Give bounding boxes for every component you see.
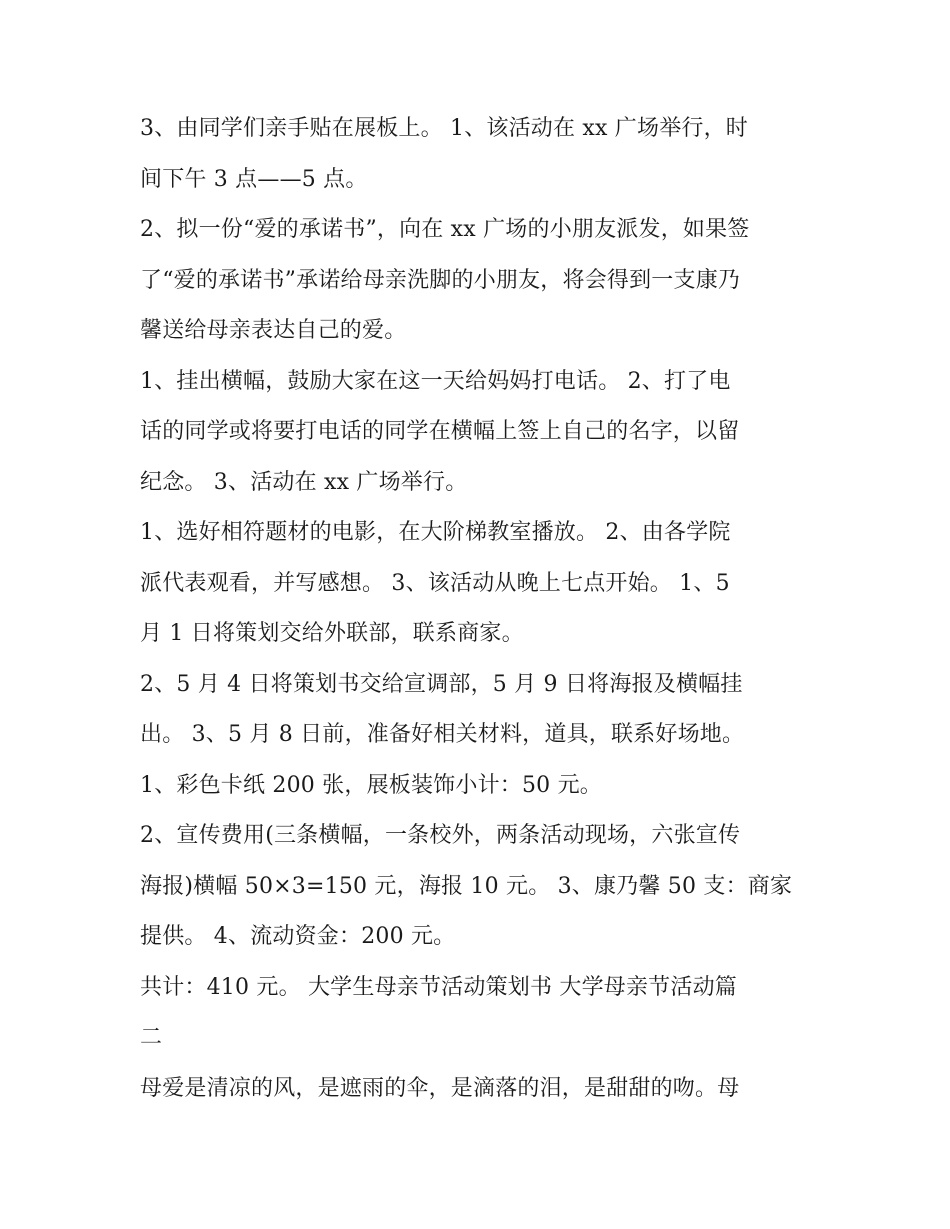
text-line: 馨送给母亲表达自己的爱。 (140, 318, 407, 343)
text-line: 海报)横幅 50×3=150 元，海报 10 元。 3、康乃馨 50 支：商家 (140, 873, 793, 899)
text-line: 母爱是清凉的风，是遮雨的伞，是滴落的泪，是甜甜的吻。母 (140, 1075, 740, 1101)
text-line: 1、彩色卡纸 200 张，展板装饰小计：50 元。 (140, 772, 602, 798)
text-line: 间下午 3 点——5 点。 (140, 166, 368, 192)
text-line: 了“爱的承诺书”承诺给母亲洗脚的小朋友，将会得到一支康乃 (140, 267, 741, 293)
text-line: 月 1 日将策划交给外联部，联系商家。 (140, 621, 524, 646)
text-line: 提供。 4、流动资金：200 元。 (140, 924, 456, 949)
text-line: 3、由同学们亲手贴在展板上。 1、该活动在 xx 广场举行，时 (140, 116, 748, 141)
text-line: 出。 3、5 月 8 日前，准备好相关材料，道具，联系好场地。 (140, 722, 745, 747)
document-body (140, 104, 820, 1114)
text-line: 2、5 月 4 日将策划书交给宣调部，5 月 9 日将海报及横幅挂 (140, 671, 743, 697)
text-line: 1、选好相符题材的电影，在大阶梯教室播放。 2、由各学院 (140, 520, 731, 545)
text-line: 派代表观看，并写感想。 3、该活动从晚上七点开始。 1、5 (140, 570, 730, 596)
text-line: 纪念。 3、活动在 xx 广场举行。 (140, 469, 468, 495)
text-line: 1、挂出横幅，鼓励大家在这一天给妈妈打电话。 2、打了电 (140, 368, 731, 394)
text-line: 2、拟一份“爱的承诺书”，向在 xx 广场的小朋友派发，如果签 (140, 217, 750, 242)
text-line: 话的同学或将要打电话的同学在横幅上签上自己的名字，以留 (140, 419, 740, 444)
text-line: 二 (140, 1025, 163, 1050)
text-line: 共计：410 元。 大学生母亲节活动策划书 大学母亲节活动篇 (140, 974, 737, 1000)
text-line: 2、宣传费用(三条横幅，一条校外，两条活动现场，六张宣传 (140, 823, 741, 848)
